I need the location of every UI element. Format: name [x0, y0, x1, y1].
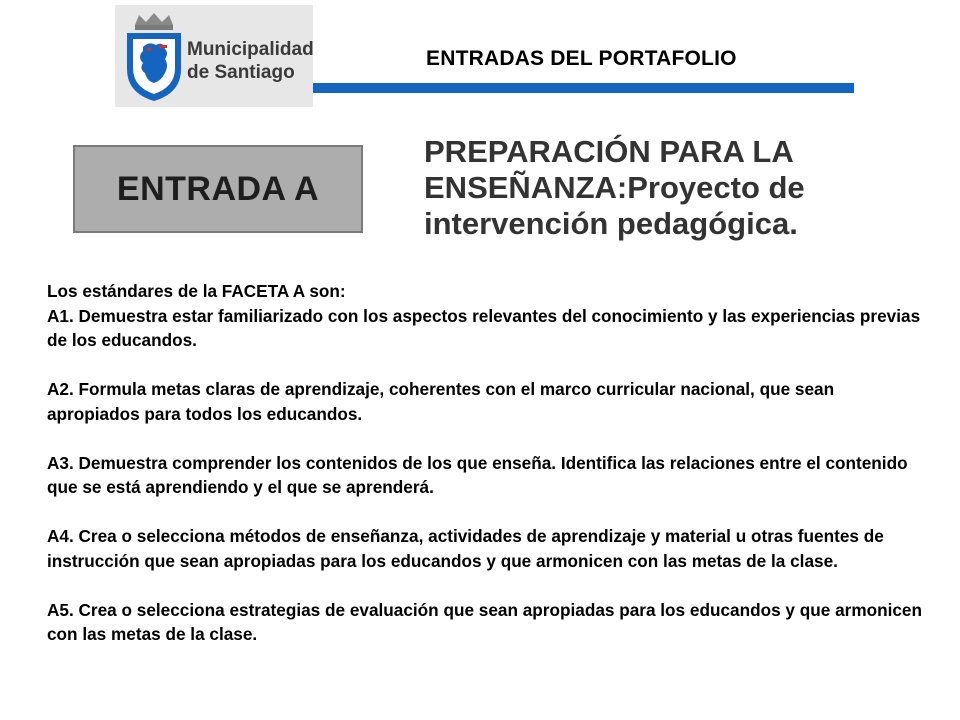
logo-text-line1: Municipalidad [187, 39, 314, 60]
standards-intro: Los estándares de la FACETA A son: [47, 281, 346, 301]
page-title: ENTRADAS DEL PORTAFOLIO [426, 47, 737, 70]
entry-label-box [73, 145, 363, 233]
standard-a5: A5. Crea o selecciona estrategias de evaluación que sean apropiadas para los educandos y que armonicen con las metas de la clase. [47, 599, 922, 644]
standard-a4: A4. Crea o selecciona métodos de enseñanza, actividades de aprendizaje y material u otras fuentes de instrucción que sean apropiadas para los educandos y que armonicen con las metas de la clase. [47, 526, 884, 571]
standard-a3: A3. Demuestra comprender los contenidos de los que enseña. Identifica las relaciones entre el contenido que se está aprendiendo y el que se aprenderá. [47, 452, 908, 497]
logo-text-line2: de Santiago [187, 62, 295, 83]
standard-a2: A2. Formula metas claras de aprendizaje, coherentes con el marco curricular nacional, que sean apropiados para todos los educandos. [47, 379, 835, 424]
logo-text [187, 38, 314, 84]
coat-of-arms-icon [123, 11, 185, 103]
entry-label: ENTRADA A [116, 169, 320, 208]
standards-text [47, 279, 927, 647]
municipal-logo [115, 5, 313, 107]
standard-a1: A1. Demuestra estar familiarizado con los aspectos relevantes del conocimiento y las experiencias previas de los educandos. [47, 305, 921, 350]
header-divider-bar [313, 83, 854, 93]
entry-title: PREPARACIÓN PARA LA ENSEÑANZA:Proyecto de intervención pedagógica. [424, 134, 805, 241]
